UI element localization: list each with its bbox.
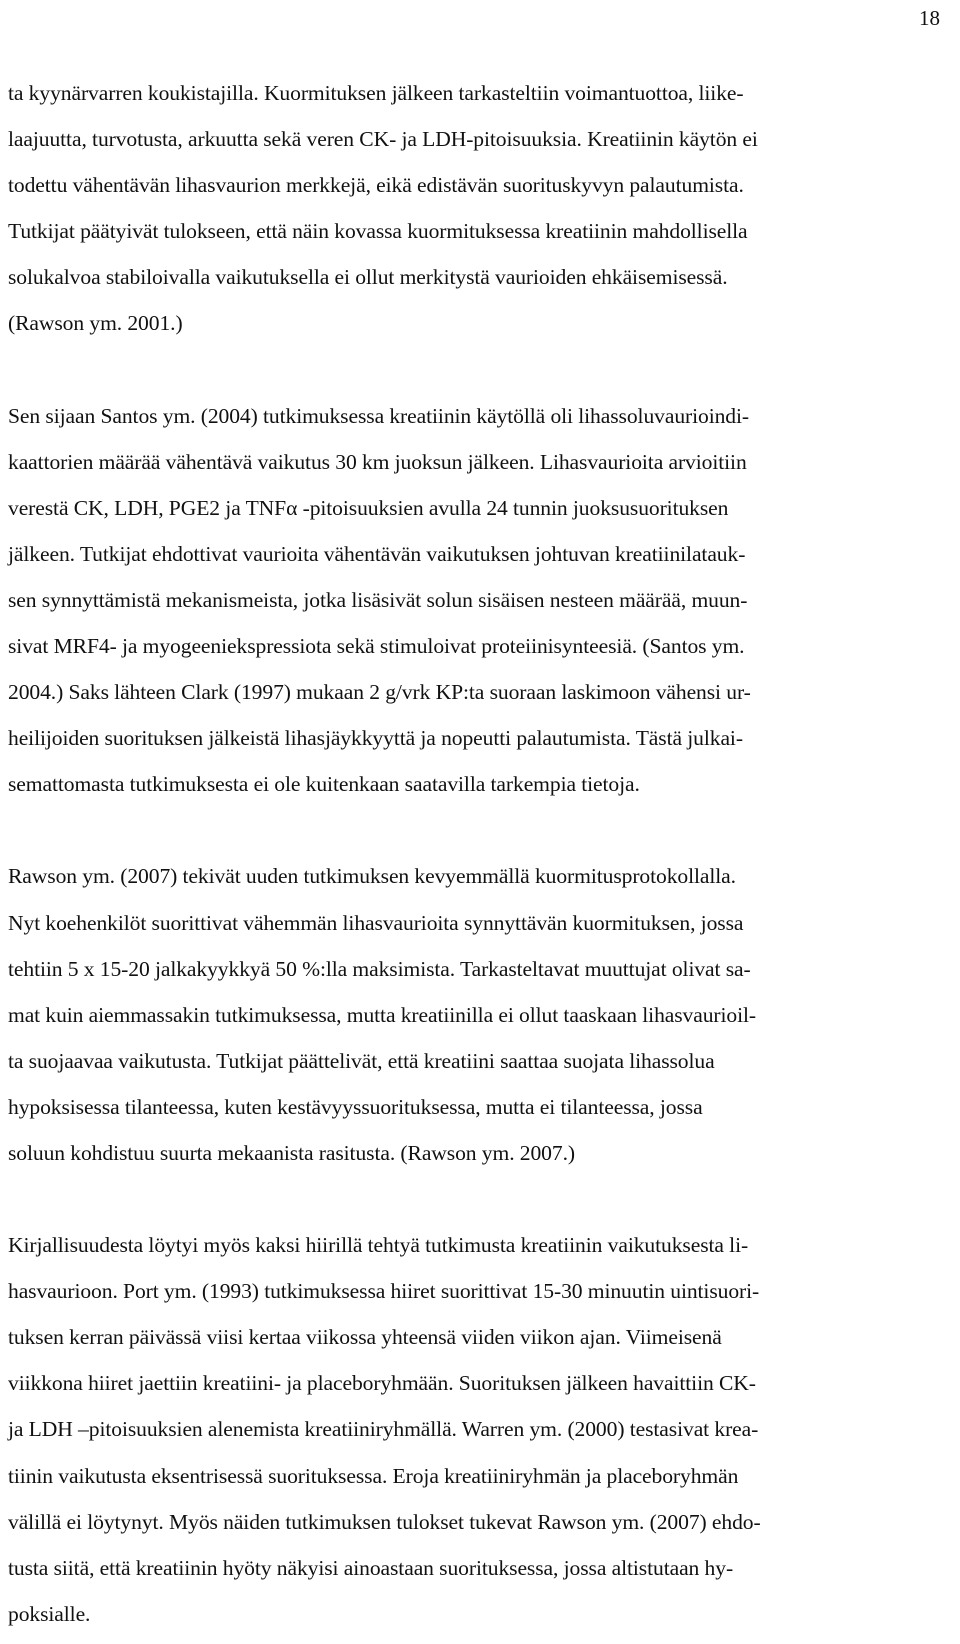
paragraph-2: Sen sijaan Santos ym. (2004) tutkimuksessa kreatiinin käytöllä oli lihassoluvaurioindi- kaattorien määrää vähentävä vaikutus 30 km juoksun jälkeen. Lihasvaurioita arvioitiin verestä CK, LDH, PGE2 ja TNFα -pitoisuuksien avulla 24 tunnin juoksusuorituksen jälkeen. Tutkijat ehdottivat vaurioita vähentävän vaikutuksen johtuvan kreatiinilatauk- sen synnyttämistä mekanismeista, jotka lisäsivät solun sisäisen nesteen määrää, muun- sivat MRF4- ja myogeeniekspressiota sekä stimuloivat proteiinisynteesiä. (Santos ym. 2004.) Saks lähteen Clark (1997) mukaan 2 g/vrk KP:ta suoraan laskimoon vähensi ur- heilijoiden suorituksen jälkeistä lihasjäykkyyttä ja nopeutti palautumista. Tästä julkai- semattomasta tutkimuksesta ei ole kuitenkaan saatavilla tarkempia tietoja.	[8, 403, 751, 797]
paragraph-4: Kirjallisuudesta löytyi myös kaksi hiirillä tehtyä tutkimusta kreatiinin vaikutuksesta li- hasvaurioon. Port ym. (1993) tutkimuksessa hiiret suorittivat 15-30 minuutin uintisuori- tuksen kerran päivässä viisi kertaa viikossa yhteensä viiden viikon ajan. Viimeisenä viikkona hiiret jaettiin kreatiini- ja placeboryhmään. Suorituksen jälkeen havaittiin CK- ja LDH –pitoisuuksien alenemista kreatiiniryhmällä. Warren ym. (2000) testasivat krea- tiinin vaikutusta eksentrisessä suorituksessa. Eroja kreatiiniryhmän ja placeboryhmän välillä ei löytynyt. Myös näiden tutkimuksen tulokset tukevat Rawson ym. (2007) ehdo- tusta siitä, että kreatiinin hyöty näkyisi ainoastaan suorituksessa, jossa altistutaan hy- poksialle.	[8, 1233, 761, 1626]
page-number: 18	[919, 6, 940, 30]
paragraph-3: Rawson ym. (2007) tekivät uuden tutkimuksen kevyemmällä kuormitusprotokollalla. Nyt koehenkilöt suorittivat vähemmän lihasvaurioita synnyttävän kuormituksen, jossa tehtiin 5 x 15-20 jalkakyykkyä 50 %:lla maksimista. Tarkasteltavat muuttujat olivat sa- mat kuin aiemmassakin tutkimuksessa, mutta kreatiinilla ei ollut taaskaan lihasvaurioil- ta suojaavaa vaikutusta. Tutkijat päättelivät, että kreatiini saattaa suojata lihassolua hypoksisessa tilanteessa, kuten kestävyyssuorituksessa, mutta ei tilanteessa, jossa soluun kohdistuu suurta mekaanista rasitusta. (Rawson ym. 2007.)	[8, 864, 757, 1165]
paragraph-1: ta kyynärvarren koukistajilla. Kuormituksen jälkeen tarkasteltiin voimantuottoa, liike- laajuutta, turvotusta, arkuutta sekä veren CK- ja LDH-pitoisuuksia. Kreatiinin käytön ei todettu vähentävän lihasvaurion merkkejä, eikä edistävän suorituskyvyn palautumista. Tutkijat päätyivät tulokseen, että näin kovassa kuormituksessa kreatiinin mahdollisella solukalvoa stabiloivalla vaikutuksella ei ollut merkitystä vaurioiden ehkäisemisessä. (Rawson ym. 2001.)	[8, 81, 758, 336]
body-text	[8, 70, 956, 1637]
